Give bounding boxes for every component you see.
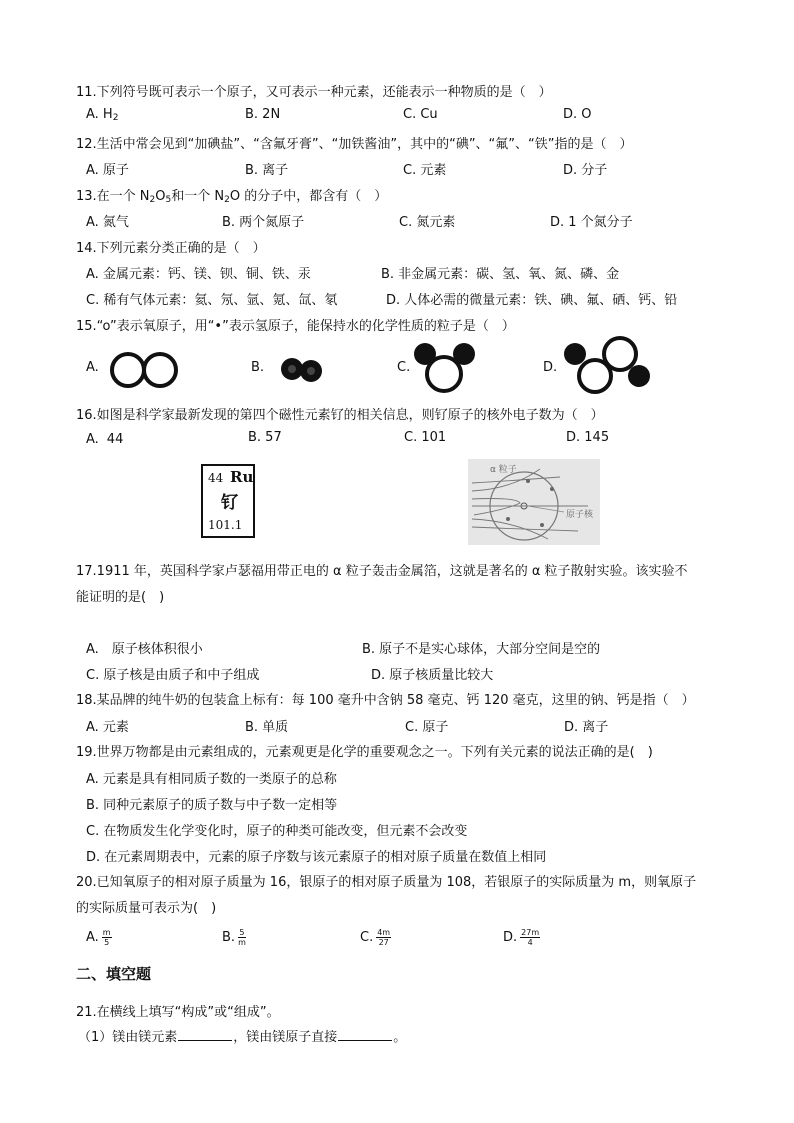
q21-blank-2[interactable] bbox=[338, 1028, 392, 1041]
alpha-scattering-diagram bbox=[468, 459, 600, 545]
q18-option-c[interactable]: C. 原子 bbox=[405, 720, 449, 735]
q20-option-b[interactable] bbox=[222, 928, 246, 947]
q16-option-c[interactable]: C. 101 bbox=[404, 430, 447, 445]
q15-molecule-d bbox=[561, 336, 657, 398]
element-card-ruthenium bbox=[201, 464, 255, 538]
q16-option-a[interactable] bbox=[86, 432, 123, 447]
q16-option-a-letter: A. bbox=[86, 432, 99, 447]
q21-part1-text-a: （1）镁由镁元素 bbox=[78, 1030, 178, 1045]
question-19-stem: 19.世界万物都是由元素组成的，元素观更是化学的重要观念之一。下列有关元素的说法正确的是( ) bbox=[76, 745, 653, 760]
question-20-stem-line2: 的实际质量可表示为( ) bbox=[76, 901, 217, 916]
question-12-stem: 12.生活中常会见到“加碘盐”、“含氟牙膏”、“加铁酱油”，其中的“碘”、“氟”、“铁”指的是（ ） bbox=[76, 137, 633, 152]
question-18-stem: 18.某品牌的纯牛奶的包装盒上标有：每 100 毫升中含钠 58 毫克、钙 120 毫克，这里的钠、钙是指（ ） bbox=[76, 693, 695, 708]
q11-option-a[interactable] bbox=[86, 107, 118, 122]
q19-option-c[interactable]: C. 在物质发生化学变化时，原子的种类可能改变，但元素不会改变 bbox=[86, 824, 468, 839]
q13-option-d[interactable]: D. 1 个氮分子 bbox=[550, 215, 633, 230]
q13-option-b[interactable]: B. 两个氮原子 bbox=[222, 215, 305, 230]
q13-stem-part: O bbox=[155, 189, 166, 204]
fraction-numerator: 4m bbox=[377, 928, 391, 937]
q20-option-c-letter: C. bbox=[360, 930, 374, 945]
q20-option-a[interactable] bbox=[86, 928, 112, 947]
q17-option-d[interactable]: D. 原子核质量比较大 bbox=[371, 668, 494, 683]
q11-option-d[interactable]: D. O bbox=[563, 107, 592, 122]
q13-stem-part: 和一个 N bbox=[171, 189, 225, 204]
q20-option-b-letter: B. bbox=[222, 930, 236, 945]
question-15-stem: 15.“o”表示氧原子，用“•”表示氢原子，能保持水的化学性质的粒子是（ ） bbox=[76, 319, 515, 334]
element-chinese-name: 钌 bbox=[221, 493, 238, 513]
q17-option-a[interactable]: A. 原子核体积很小 bbox=[86, 642, 203, 657]
question-16-stem: 16.如图是科学家最新发现的第四个磁性元素钌的相关信息，则钌原子的核外电子数为（ ） bbox=[76, 408, 604, 423]
q15-option-a[interactable]: A. bbox=[86, 360, 99, 375]
q13-subscript: 5 bbox=[165, 195, 172, 205]
q12-option-b[interactable]: B. 离子 bbox=[245, 163, 289, 178]
question-17-stem-line1: 17.1911 年，英国科学家卢瑟福用带正电的 α 粒子轰击金属箔，这就是著名的 α 粒子散射实验。该实验不 bbox=[76, 564, 688, 579]
q16-option-b[interactable]: B. 57 bbox=[248, 430, 282, 445]
fraction-denominator: m bbox=[238, 938, 246, 947]
q17-option-b[interactable]: B. 原子不是实心球体，大部分空间是空的 bbox=[362, 642, 601, 657]
q20-option-a-letter: A. bbox=[86, 930, 99, 945]
figure-label-nucleus: 原子核 bbox=[566, 510, 594, 520]
q12-option-c[interactable]: C. 元素 bbox=[403, 163, 447, 178]
question-21-stem: 21.在横线上填写“构成”或“组成”。 bbox=[76, 1005, 280, 1020]
q15-molecule-a bbox=[108, 350, 180, 390]
q20-option-d[interactable] bbox=[503, 928, 540, 947]
q20-option-c-fraction bbox=[376, 928, 391, 947]
q14-option-b[interactable]: B. 非金属元素：碳、氢、氧、氮、磷、金 bbox=[381, 267, 620, 282]
q11-option-a-text: A. H bbox=[86, 107, 113, 122]
q20-option-a-fraction bbox=[102, 928, 112, 947]
q21-part1-text-b: ，镁由镁原子直接 bbox=[233, 1030, 338, 1045]
fraction-numerator: m bbox=[102, 928, 111, 937]
question-14-stem: 14.下列元素分类正确的是（ ） bbox=[76, 241, 266, 256]
q15-option-c[interactable]: C. bbox=[397, 360, 411, 375]
q16-option-a-value: 44 bbox=[106, 432, 124, 447]
q11-option-a-subscript: 2 bbox=[112, 113, 119, 123]
fraction-denominator: 27 bbox=[378, 938, 389, 947]
q11-option-b[interactable]: B. 2N bbox=[245, 107, 281, 122]
question-13-stem bbox=[76, 185, 387, 204]
q13-stem-part: 13.在一个 N bbox=[76, 189, 150, 204]
q20-option-c[interactable] bbox=[360, 928, 391, 947]
section-heading-fill-in: 二、填空题 bbox=[76, 965, 152, 983]
q20-option-d-letter: D. bbox=[503, 930, 518, 945]
alpha-scattering-figure bbox=[468, 459, 600, 545]
q14-option-a[interactable]: A. 金属元素：钙、镁、钡、铜、铁、汞 bbox=[86, 267, 311, 282]
q15-molecule-c bbox=[411, 341, 479, 395]
q18-option-b[interactable]: B. 单质 bbox=[245, 720, 289, 735]
question-20-stem-line1: 20.已知氧原子的相对原子质量为 16，银原子的相对原子质量为 108，若银原子的实际质量为 m，则氧原子 bbox=[76, 875, 697, 890]
fraction-numerator: 5 bbox=[239, 928, 245, 937]
q19-option-b[interactable]: B. 同种元素原子的质子数与中子数一定相等 bbox=[86, 798, 338, 813]
q21-part-1 bbox=[78, 1026, 406, 1045]
element-atomic-mass: 101.1 bbox=[208, 518, 243, 532]
q13-subscript: 2 bbox=[149, 195, 156, 205]
q13-option-a[interactable]: A. 氮气 bbox=[86, 215, 129, 230]
q13-stem-part: O 的分子中，都含有（ ） bbox=[229, 189, 388, 204]
q21-blank-1[interactable] bbox=[178, 1028, 232, 1041]
figure-label-alpha-particle: α 粒子 bbox=[490, 465, 517, 475]
question-11-stem: 11.下列符号既可表示一个原子，又可表示一种元素，还能表示一种物质的是（ ） bbox=[76, 85, 552, 100]
q12-option-a[interactable]: A. 原子 bbox=[86, 163, 129, 178]
q20-option-b-fraction bbox=[238, 928, 246, 947]
q16-option-d[interactable]: D. 145 bbox=[566, 430, 610, 445]
q18-option-a[interactable]: A. 元素 bbox=[86, 720, 129, 735]
element-atomic-number: 44 bbox=[208, 471, 224, 485]
q13-subscript: 2 bbox=[224, 195, 230, 205]
q14-option-d[interactable]: D. 人体必需的微量元素：铁、碘、氟、硒、钙、铅 bbox=[386, 293, 678, 308]
q11-option-c[interactable]: C. Cu bbox=[403, 107, 438, 122]
fraction-denominator: 5 bbox=[104, 938, 110, 947]
fraction-numerator: 27m bbox=[521, 928, 540, 937]
q21-part1-text-c: 。 bbox=[393, 1030, 407, 1045]
q19-option-a[interactable]: A. 元素是具有相同质子数的一类原子的总称 bbox=[86, 772, 337, 787]
q15-option-d[interactable]: D. bbox=[543, 360, 558, 375]
q20-option-d-fraction bbox=[520, 928, 540, 947]
element-symbol: Ru bbox=[230, 468, 254, 486]
q18-option-d[interactable]: D. 离子 bbox=[564, 720, 609, 735]
q17-option-c[interactable]: C. 原子核是由质子和中子组成 bbox=[86, 668, 260, 683]
q19-option-d[interactable]: D. 在元素周期表中，元素的原子序数与该元素原子的相对原子质量在数值上相同 bbox=[86, 850, 547, 865]
question-17-stem-line2: 能证明的是( ) bbox=[76, 590, 165, 605]
q14-option-c[interactable]: C. 稀有气体元素：氦、氖、氩、氪、氙、氡 bbox=[86, 293, 338, 308]
q15-option-b[interactable]: B. bbox=[251, 360, 265, 375]
fraction-denominator: 4 bbox=[527, 938, 533, 947]
q13-option-c[interactable]: C. 氮元素 bbox=[399, 215, 456, 230]
q15-molecule-b bbox=[278, 355, 328, 385]
q12-option-d[interactable]: D. 分子 bbox=[563, 163, 608, 178]
